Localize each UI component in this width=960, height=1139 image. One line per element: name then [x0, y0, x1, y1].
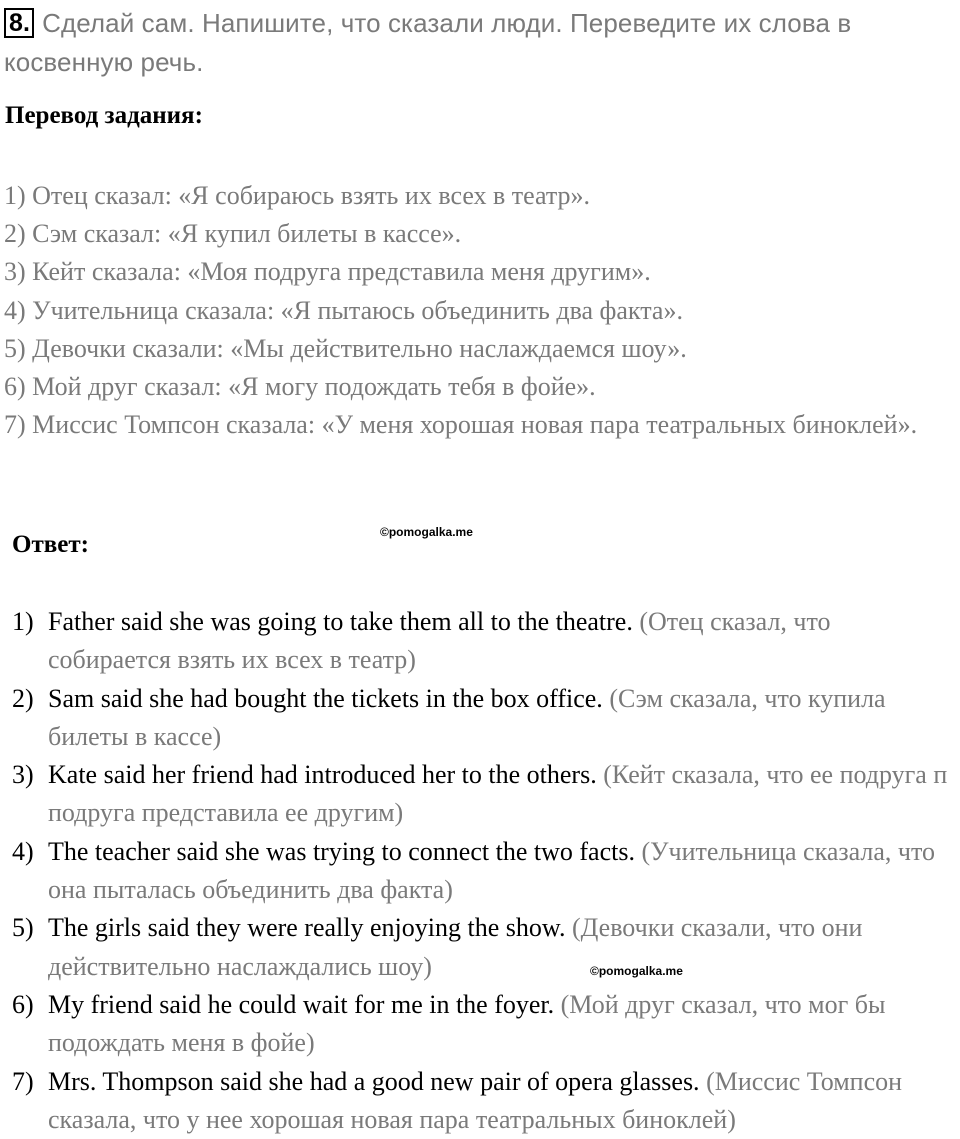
watermark: ©pomogalka.me — [590, 964, 683, 978]
task-header — [4, 4, 954, 82]
answer-item — [12, 756, 958, 833]
translation-item: 1) Отец сказал: «Я собираюсь взять их всех в театр». — [4, 181, 591, 210]
answer-english: Father said she was going to take them all to the theatre. — [48, 607, 633, 636]
answer-item — [12, 603, 958, 680]
task-number-badge: 8. — [4, 8, 34, 38]
answer-russian: (Учительница сказала, что она пыталась объединить два факта) — [48, 836, 936, 905]
answer-number: 5) — [12, 913, 34, 943]
answer-russian: (Мой друг сказал, что мог бы подождать меня в фойе) — [48, 989, 886, 1058]
answer-english: Sam said she had bought the tickets in the box office. — [48, 683, 603, 713]
translation-heading: Перевод задания: — [5, 102, 203, 129]
answer-item — [12, 680, 958, 757]
answer-item — [12, 909, 958, 986]
answer-number: 3) — [12, 760, 34, 790]
answer-heading: Ответ: — [12, 531, 89, 558]
answer-russian: (Миссис Томпсон сказала, что у нее хорошая новая пара театральных биноклей) — [48, 1066, 903, 1134]
answer-english: Mrs. Thompson said she had a good new pair of opera glasses. — [48, 1066, 700, 1096]
answer-russian: (Сэм сказала, что купила билеты в кассе) — [48, 683, 886, 751]
answer-english: The girls said they were really enjoying the show. — [48, 913, 566, 943]
answer-number: 2) — [12, 683, 34, 713]
answer-item — [12, 986, 958, 1063]
translation-item: 2) Сэм сказал: «Я купил билеты в кассе». — [4, 219, 462, 249]
watermark: ©pomogalka.me — [380, 525, 473, 539]
translation-item: 6) Мой друг сказал: «Я могу подождать тебя в фойе». — [4, 372, 596, 402]
task-instruction: Сделай сам. Напишите, что сказали люди. Переведите их слова в косвенную речь. — [4, 8, 852, 77]
translation-item: 5) Девочки сказали: «Мы действительно наслаждаемся шоу». — [4, 333, 687, 363]
answer-number: 7) — [12, 1066, 34, 1096]
translation-list — [4, 177, 954, 444]
answer-russian: (Отец сказал, что собирается взять их всех в театр) — [48, 607, 831, 675]
translation-item: 7) Миссис Томпсон сказала: «У меня хорошая новая пара театральных биноклей». — [4, 410, 918, 440]
answer-item — [12, 833, 958, 910]
answer-item — [12, 1063, 958, 1139]
answer-english: My friend said he could wait for me in the foyer. — [48, 989, 555, 1019]
answer-english: The teacher said she was trying to connect the two facts. — [48, 836, 635, 866]
answer-number: 6) — [12, 989, 34, 1019]
answer-number: 4) — [12, 836, 34, 866]
answer-russian: (Девочки сказали, что они действительно наслаждались шоу) — [48, 913, 863, 981]
translation-item: 4) Учительница сказала: «Я пытаюсь объединить два факта». — [4, 295, 683, 325]
answer-russian: (Кейт сказала, что ее подруга п подруга представила ее другим) — [48, 760, 948, 828]
answer-list — [12, 603, 958, 1139]
answer-english: Kate said her friend had introduced her to the others. — [48, 760, 597, 790]
answer-number: 1) — [12, 607, 34, 636]
translation-item: 3) Кейт сказала: «Моя подруга представила меня другим». — [4, 257, 651, 287]
